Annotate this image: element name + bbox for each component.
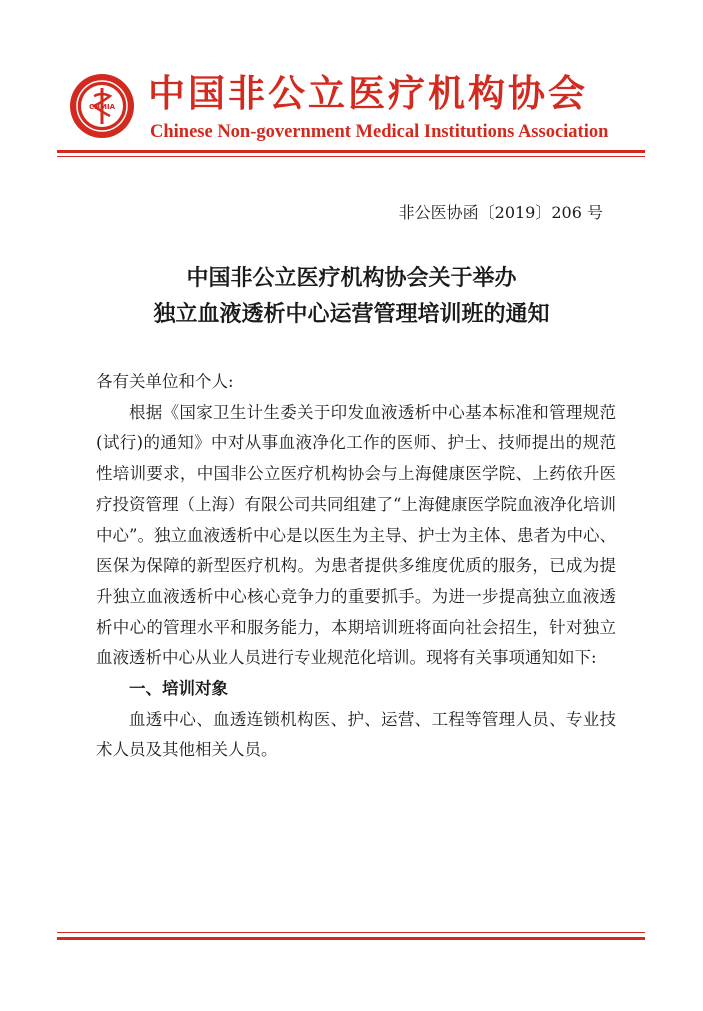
document-title-line2: 独立血液透析中心运营管理培训班的通知 [153, 301, 550, 327]
document-body [96, 367, 616, 766]
logo-text: CNMIA [89, 103, 115, 111]
footer-rule-thin [57, 932, 645, 933]
section-1-heading: 一、培训对象 [129, 679, 228, 699]
footer-rule-thick [57, 937, 645, 940]
paragraph-1: 根据《国家卫生计生委关于印发血液透析中心基本标准和管理规范(试行)的通知》中对从事血液净化工作的医师、护士、技师提出的规范性培训要求，中国非公立医疗机构协会与上海健康医学院、上药依升医疗投资管理（上海）有限公司共同组建了“上海健康医学院血液净化培训中心”。独立血液透析中心是以医生为主导、护士为主体、患者为中心、医保为保障的新型医疗机构。为患者提供多维度优质的服务，已成为提升独立血液透析中心核心竞争力的重要抓手。为进一步提高独立血液透析中心的管理水平和服务能力，本期培训班将面向社会招生，针对独立血液透析中心从业人员进行专业规范化培训。现将有关事项通知如下: [96, 402, 616, 668]
header-rule-thick [57, 150, 645, 153]
section-1-text: 血透中心、血透连锁机构医、护、运营、工程等管理人员、专业技术人员及其他相关人员。 [96, 709, 616, 760]
document-title-line1: 中国非公立医疗机构协会关于举办 [186, 265, 517, 291]
association-logo-icon [68, 72, 136, 140]
org-name-cn: 中国非公立医疗机构协会 [148, 72, 588, 115]
header-rule-thin [57, 156, 645, 157]
org-name-en: Chinese Non-government Medical Institutions Association [150, 122, 609, 142]
document-number: 非公医协函〔2019〕206 号 [398, 203, 603, 222]
salutation: 各有关单位和个人: [96, 372, 234, 391]
